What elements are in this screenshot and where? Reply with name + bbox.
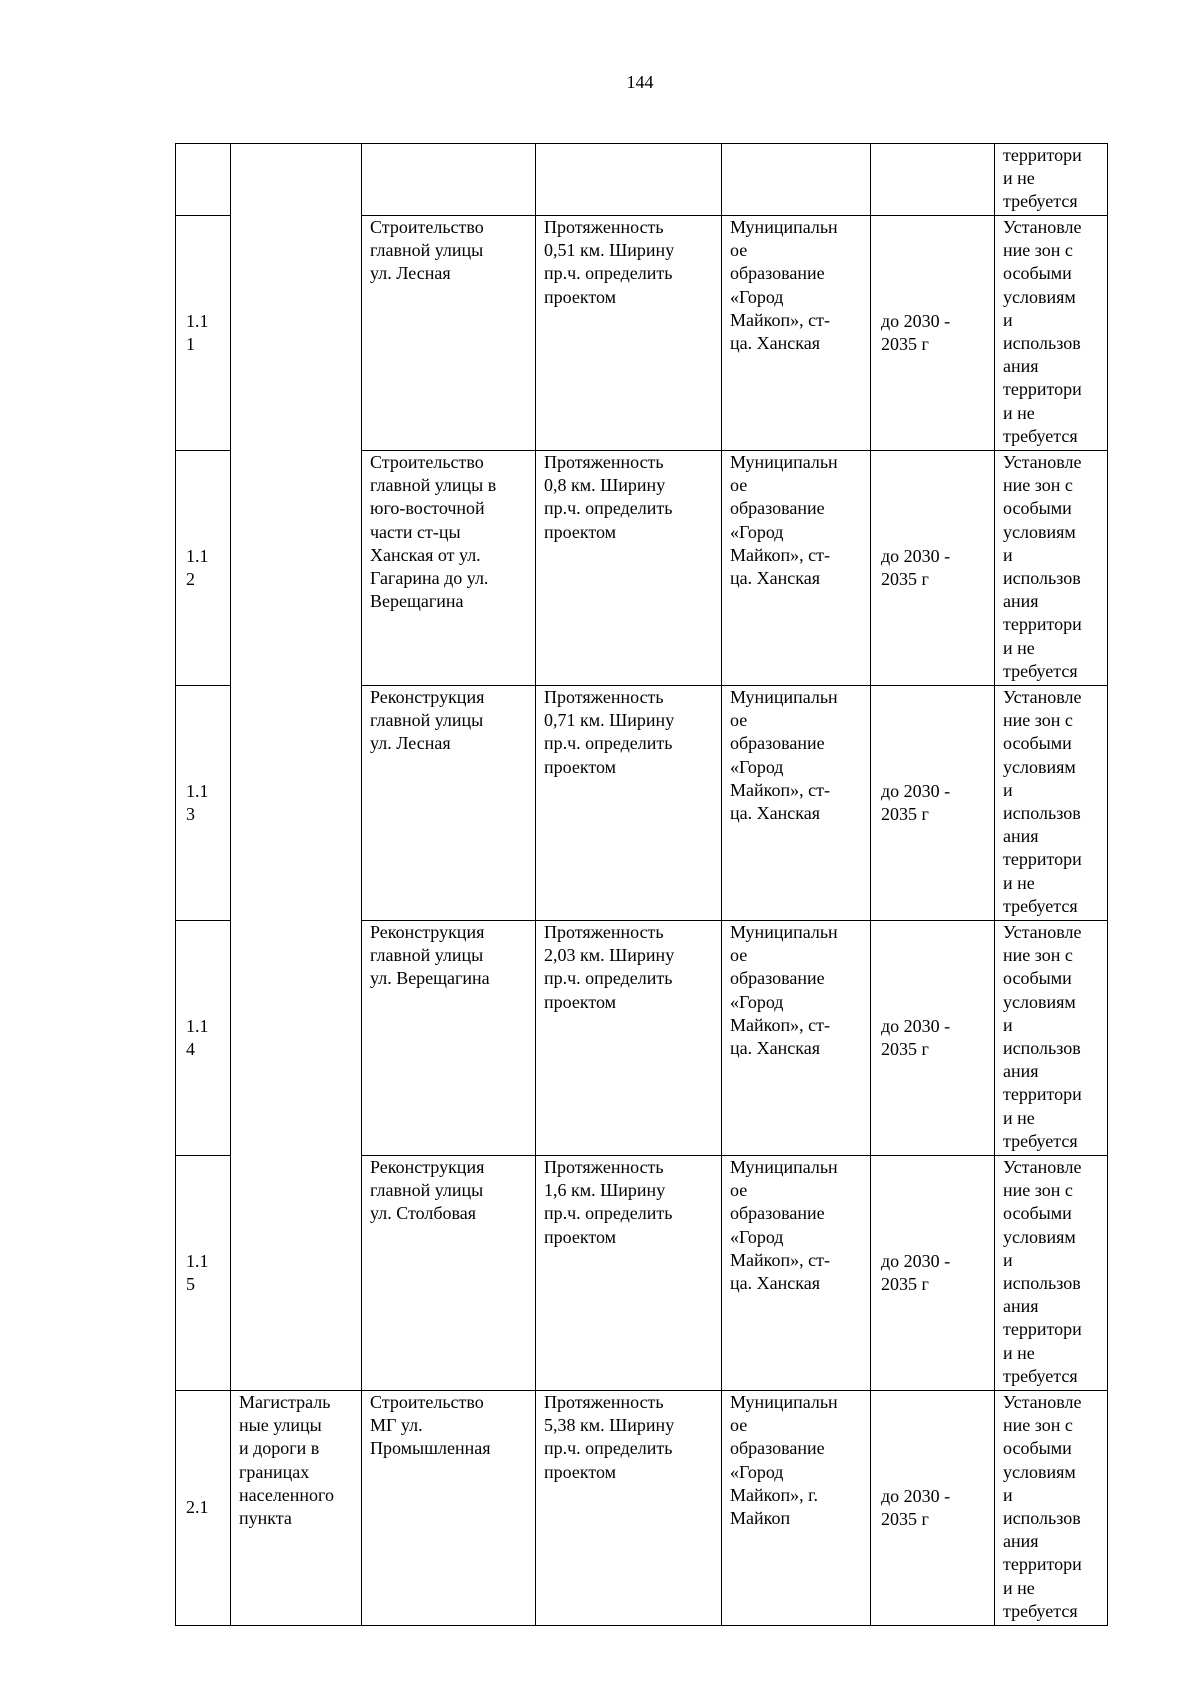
characteristic-cell: Протяженность 0,8 км. Ширину пр.ч. определить проектом bbox=[536, 451, 722, 686]
page-number: 144 bbox=[626, 72, 654, 92]
characteristic-cell bbox=[536, 144, 722, 216]
location-cell: Муниципальн ое образование «Город Майкоп», г. Майкоп bbox=[722, 1391, 871, 1626]
location-cell: Муниципальн ое образование «Город Майкоп», ст- ца. Ханская bbox=[722, 216, 871, 451]
characteristic-cell: Протяженность 2,03 км. Ширину пр.ч. определить проектом bbox=[536, 921, 722, 1156]
note-cell: Установле ние зон с особыми условиям и использов ания территори и не требуется bbox=[995, 686, 1108, 921]
roads-table bbox=[175, 143, 1108, 1626]
category-cell: Магистраль ные улицы и дороги в границах населенного пункта bbox=[231, 1391, 362, 1626]
deadline-cell bbox=[871, 144, 995, 216]
deadline-cell: до 2030 - 2035 г bbox=[871, 921, 995, 1156]
note-cell: Установле ние зон с особыми условиям и использов ания территори и не требуется bbox=[995, 216, 1108, 451]
deadline-cell: до 2030 - 2035 г bbox=[871, 1391, 995, 1626]
continuation-row bbox=[176, 144, 1108, 216]
row-number: 1.1 5 bbox=[176, 1156, 231, 1391]
object-cell: Реконструкция главной улицы ул. Верещагина bbox=[362, 921, 536, 1156]
note-cell: Установле ние зон с особыми условиям и использов ания территори и не требуется bbox=[995, 1156, 1108, 1391]
location-cell: Муниципальн ое образование «Город Майкоп», ст- ца. Ханская bbox=[722, 1156, 871, 1391]
note-cell: территори и не требуется bbox=[995, 144, 1108, 216]
object-cell bbox=[362, 144, 536, 216]
location-cell: Муниципальн ое образование «Город Майкоп», ст- ца. Ханская bbox=[722, 451, 871, 686]
characteristic-cell: Протяженность 0,71 км. Ширину пр.ч. определить проектом bbox=[536, 686, 722, 921]
table-row bbox=[176, 1391, 1108, 1626]
row-number: 1.1 2 bbox=[176, 451, 231, 686]
characteristic-cell: Протяженность 0,51 км. Ширину пр.ч. определить проектом bbox=[536, 216, 722, 451]
location-cell bbox=[722, 144, 871, 216]
row-number: 2.1 bbox=[176, 1391, 231, 1626]
object-cell: Строительство главной улицы в юго-восточной части ст-цы Ханская от ул. Гагарина до ул. Верещагина bbox=[362, 451, 536, 686]
note-cell: Установле ние зон с особыми условиям и использов ания территори и не требуется bbox=[995, 451, 1108, 686]
category-cell-merged bbox=[231, 144, 362, 1391]
row-number: 1.1 4 bbox=[176, 921, 231, 1156]
characteristic-cell: Протяженность 1,6 км. Ширину пр.ч. определить проектом bbox=[536, 1156, 722, 1391]
note-cell: Установле ние зон с особыми условиям и использов ания территори и не требуется bbox=[995, 1391, 1108, 1626]
note-cell: Установле ние зон с особыми условиям и использов ания территори и не требуется bbox=[995, 921, 1108, 1156]
object-cell: Реконструкция главной улицы ул. Лесная bbox=[362, 686, 536, 921]
deadline-cell: до 2030 - 2035 г bbox=[871, 686, 995, 921]
deadline-cell: до 2030 - 2035 г bbox=[871, 451, 995, 686]
row-number: 1.1 3 bbox=[176, 686, 231, 921]
num-cell bbox=[176, 144, 231, 216]
deadline-cell: до 2030 - 2035 г bbox=[871, 216, 995, 451]
location-cell: Муниципальн ое образование «Город Майкоп», ст- ца. Ханская bbox=[722, 921, 871, 1156]
row-number: 1.1 1 bbox=[176, 216, 231, 451]
object-cell: Строительство главной улицы ул. Лесная bbox=[362, 216, 536, 451]
deadline-cell: до 2030 - 2035 г bbox=[871, 1156, 995, 1391]
characteristic-cell: Протяженность 5,38 км. Ширину пр.ч. определить проектом bbox=[536, 1391, 722, 1626]
object-cell: Строительство МГ ул. Промышленная bbox=[362, 1391, 536, 1626]
object-cell: Реконструкция главной улицы ул. Столбовая bbox=[362, 1156, 536, 1391]
location-cell: Муниципальн ое образование «Город Майкоп», ст- ца. Ханская bbox=[722, 686, 871, 921]
